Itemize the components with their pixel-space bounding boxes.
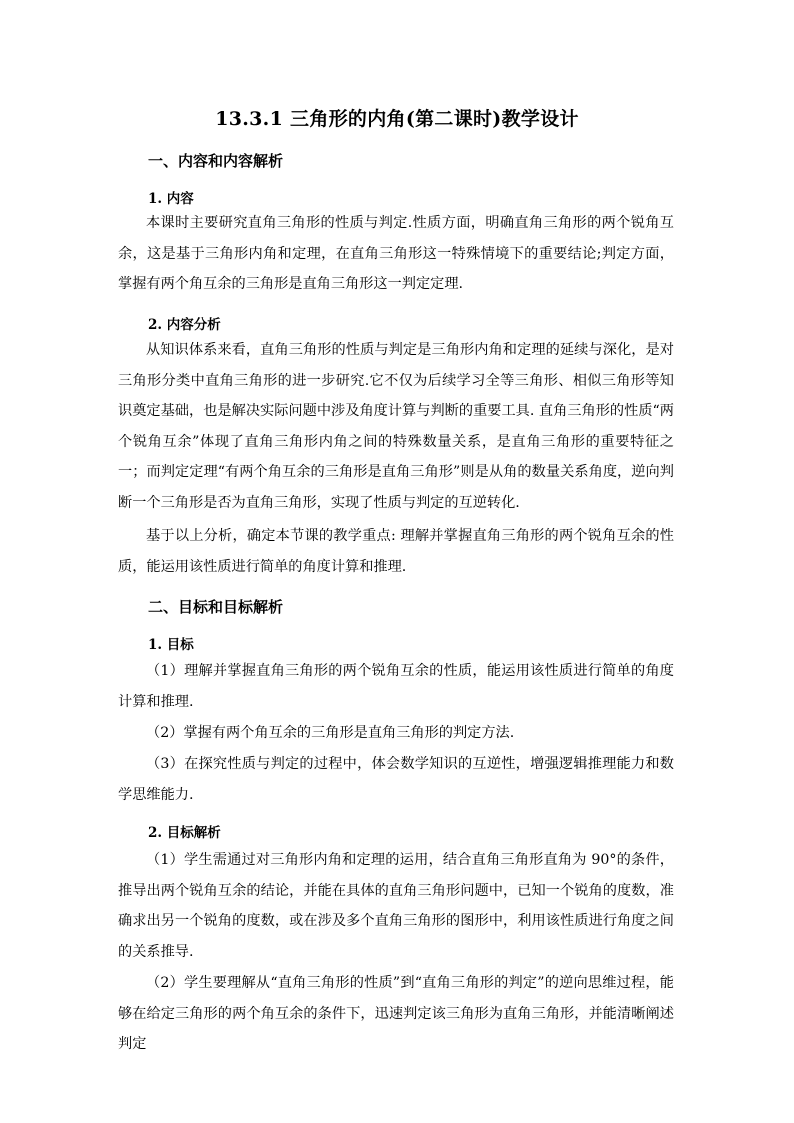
subheading-content: 1. 内容 [148, 191, 194, 207]
document-title: 13.3.1 三角形的内角(第二课时)教学设计 [215, 108, 579, 130]
subheading-goal-analysis: 2. 目标解析 [148, 825, 221, 841]
goal-analysis-item-1: （1）学生需通过对三角形内角和定理的运用，结合直角三角形直角为 90°的条件，推导出两个锐角互余的结论，并能在具体的直角三角形问题中，已知一个锐角的度数，准确求出另一个锐角的度数，或在涉及多个直角三角形的图形中，利用该性质进行角度之间的关系推导. [118, 852, 674, 960]
goal-item-3: （3）在探究性质与判定的过程中，体会数学知识的互逆性，增强逻辑推理能力和数学思维能力. [118, 756, 674, 803]
section-heading-content: 一、内容和内容解析 [148, 152, 284, 170]
paragraph-teaching-focus: 基于以上分析，确定本节课的教学重点: 理解并掌握直角三角形的两个锐角互余的性质，能运用该性质进行简单的角度计算和推理. [118, 528, 674, 575]
paragraph-content-analysis: 从知识体系来看，直角三角形的性质与判定是三角形内角和定理的延续与深化，是对三角形分类中直角三角形的进一步研究.它不仅为后续学习全等三角形、相似三角形等知识奠定基础，也是解决实际问题中涉及角度计算与判断的重要工具. 直角三角形的性质“两个锐角互余”体现了直角三角形内角之间的特殊数量关系，是直角三角形的重要特征之一；而判定定理“有两个角互余的三角形是直角三角形”则是从角的数量关系角度，逆向判断一个三角形是否为直角三角形，实现了性质与判定的互逆转化. [118, 342, 674, 511]
subheading-content-analysis: 2. 内容分析 [148, 317, 221, 333]
paragraph-content: 本课时主要研究直角三角形的性质与判定.性质方面，明确直角三角形的两个锐角互余，这是基于三角形内角和定理，在直角三角形这一特殊情境下的重要结论;判定方面，掌握有两个角互余的三角形是直角三角形这一判定定理. [118, 215, 674, 292]
subheading-goals: 1. 目标 [148, 637, 194, 653]
goal-analysis-item-2: （2）学生要理解从“直角三角形的性质”到“直角三角形的判定”的逆向思维过程，能够在给定三角形的两个角互余的条件下，迅速判定该三角形为直角三角形，并能清晰阐述判定 [118, 975, 674, 1052]
goal-item-1: （1）理解并掌握直角三角形的两个锐角互余的性质，能运用该性质进行简单的角度计算和推理. [118, 663, 674, 710]
goal-item-2: （2）掌握有两个角互余的三角形是直角三角形的判定方法. [146, 725, 515, 741]
section-heading-goals: 二、目标和目标解析 [148, 598, 284, 616]
